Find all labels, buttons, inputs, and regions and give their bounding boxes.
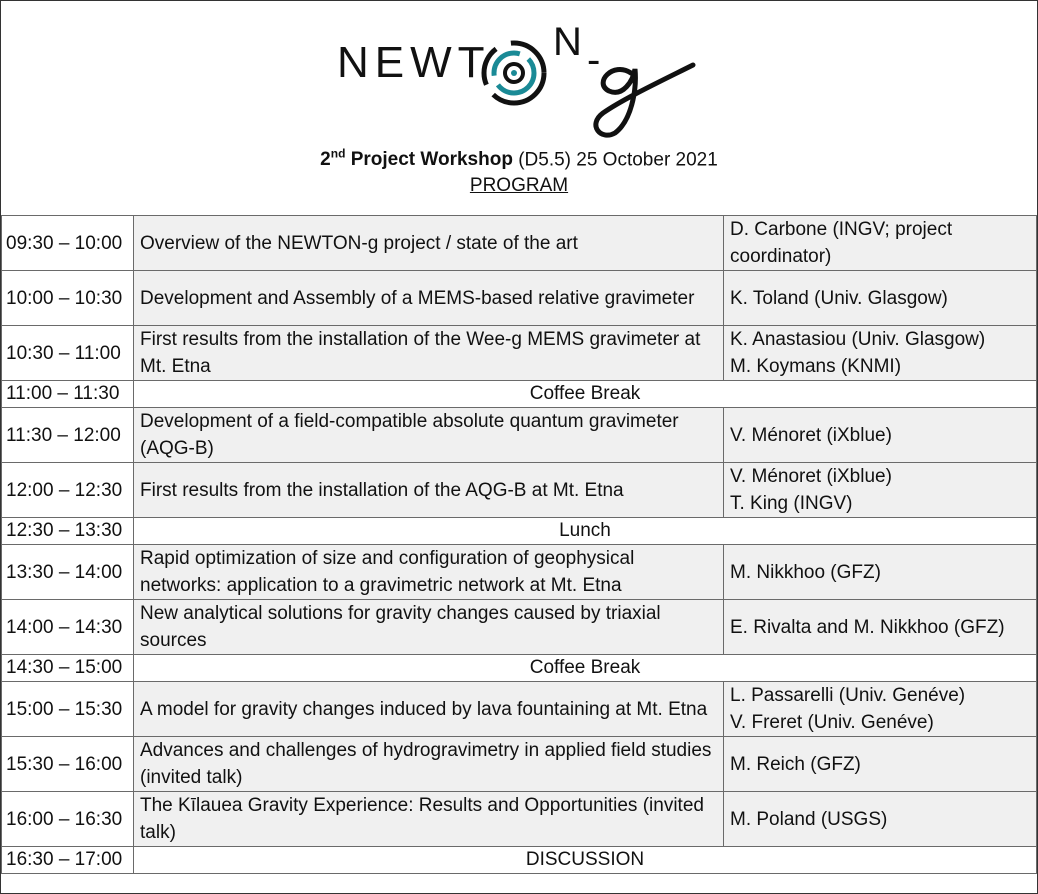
time-slot: 14:00 – 14:30	[2, 600, 134, 655]
speaker-name: M. Reich (GFZ)	[730, 753, 861, 775]
talk-title: First results from the installation of the AQG-B at Mt. Etna	[134, 463, 724, 518]
speaker-name: L. Passarelli (Univ. Genéve)	[730, 685, 966, 706]
time-slot: 12:30 – 13:30	[2, 518, 134, 545]
workshop-detail: (D5.5) 25 October 2021	[518, 149, 718, 171]
speaker-cell	[724, 600, 1037, 655]
schedule-break-row	[2, 518, 1037, 545]
time-slot: 16:00 – 16:30	[2, 792, 134, 847]
break-label: DISCUSSION	[134, 847, 1037, 874]
speaker-cell	[724, 408, 1037, 463]
schedule-table	[1, 215, 1037, 874]
time-slot: 12:00 – 12:30	[2, 463, 134, 518]
time-slot: 14:30 – 15:00	[2, 655, 134, 682]
talk-title: Advances and challenges of hydrogravimetry in applied field studies (invited talk)	[134, 737, 724, 792]
speaker-name: D. Carbone (INGV; project coordinator)	[730, 219, 953, 267]
logo-text-left: NEWT	[337, 38, 491, 87]
time-slot: 09:30 – 10:00	[2, 216, 134, 271]
schedule-row	[2, 600, 1037, 655]
speaker-cell	[724, 463, 1037, 518]
schedule-row	[2, 271, 1037, 326]
talk-title: Development and Assembly of a MEMS-based relative gravimeter	[134, 271, 724, 326]
time-slot: 15:30 – 16:00	[2, 737, 134, 792]
logo-text-right: N	[553, 21, 582, 64]
schedule-row	[2, 326, 1037, 381]
schedule-row	[2, 545, 1037, 600]
schedule-row	[2, 737, 1037, 792]
speaker-name: V. Ménoret (iXblue)	[730, 466, 892, 487]
schedule-row	[2, 216, 1037, 271]
speaker-cell	[724, 545, 1037, 600]
speaker-name: M. Nikkhoo (GFZ)	[730, 561, 881, 583]
speaker-cell	[724, 326, 1037, 381]
logo-dash: -	[587, 38, 601, 82]
time-slot: 16:30 – 17:00	[2, 847, 134, 874]
talk-title: A model for gravity changes induced by lava fountaining at Mt. Etna	[134, 682, 724, 737]
newton-g-logo	[331, 21, 701, 141]
time-slot: 11:00 – 11:30	[2, 381, 134, 408]
speaker-name: M. Koymans (KNMI)	[730, 356, 902, 377]
schedule-break-row	[2, 847, 1037, 874]
time-slot: 11:30 – 12:00	[2, 408, 134, 463]
talk-title: Rapid optimization of size and configuration of geophysical networks: application to a gravimetric network at Mt. Etna	[134, 545, 724, 600]
speaker-cell	[724, 271, 1037, 326]
speaker-name: T. King (INGV)	[730, 493, 853, 514]
talk-title: First results from the installation of the Wee-g MEMS gravimeter at Mt. Etna	[134, 326, 724, 381]
speaker-name: M. Poland (USGS)	[730, 808, 888, 830]
talk-title: Overview of the NEWTON-g project / state of the art	[134, 216, 724, 271]
speaker-name: V. Freret (Univ. Genéve)	[730, 712, 934, 733]
schedule-row	[2, 792, 1037, 847]
break-label: Coffee Break	[134, 655, 1037, 682]
speaker-cell	[724, 682, 1037, 737]
time-slot: 10:00 – 10:30	[2, 271, 134, 326]
speaker-cell	[724, 737, 1037, 792]
speaker-name: K. Anastasiou (Univ. Glasgow)	[730, 329, 986, 350]
schedule-break-row	[2, 381, 1037, 408]
break-label: Coffee Break	[134, 381, 1037, 408]
logo-script-g-icon	[596, 65, 693, 135]
workshop-ordinal: 2	[320, 149, 331, 171]
schedule-row	[2, 408, 1037, 463]
speaker-cell	[724, 216, 1037, 271]
time-slot: 15:00 – 15:30	[2, 682, 134, 737]
schedule-row	[2, 682, 1037, 737]
program-label: PROGRAM	[469, 175, 569, 196]
talk-title: The Kīlauea Gravity Experience: Results and Opportunities (invited talk)	[134, 792, 724, 847]
workshop-title: Project Workshop	[350, 149, 513, 171]
speaker-cell	[724, 792, 1037, 847]
talk-title: New analytical solutions for gravity changes caused by triaxial sources	[134, 600, 724, 655]
workshop-title-line	[1, 147, 1037, 171]
program-header	[1, 1, 1037, 216]
speaker-name: V. Ménoret (iXblue)	[730, 424, 892, 446]
workshop-ordinal-suffix: nd	[330, 147, 346, 161]
schedule-row	[2, 463, 1037, 518]
time-slot: 10:30 – 11:00	[2, 326, 134, 381]
speaker-name: K. Toland (Univ. Glasgow)	[730, 287, 948, 309]
break-label: Lunch	[134, 518, 1037, 545]
talk-title: Development of a field-compatible absolute quantum gravimeter (AQG-B)	[134, 408, 724, 463]
schedule-break-row	[2, 655, 1037, 682]
time-slot: 13:30 – 14:00	[2, 545, 134, 600]
speaker-name: E. Rivalta and M. Nikkhoo (GFZ)	[730, 616, 1005, 638]
